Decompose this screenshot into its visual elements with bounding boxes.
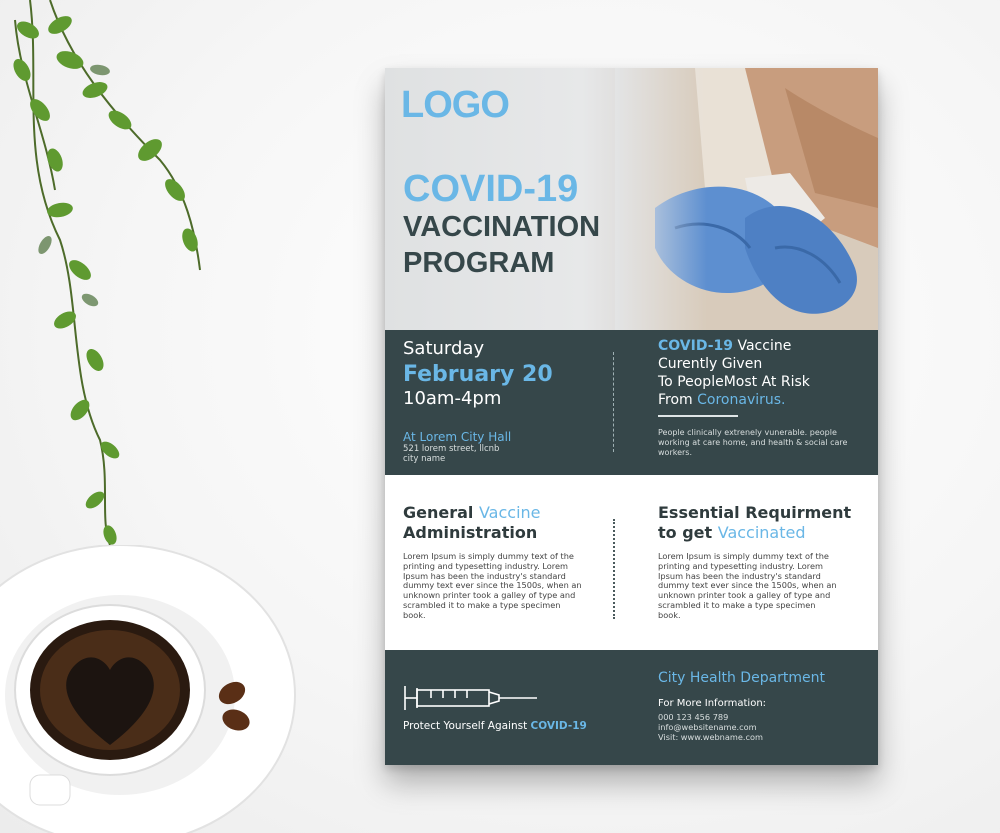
- event-time: 10am-4pm: [403, 388, 502, 409]
- address-street: 521 lorem street, llcnb: [403, 444, 500, 454]
- right-body-text: Lorem Ipsum is simply dummy text of the printing and typesetting industry. Lorem Ipsum has been the industry's standard dummy text ever since the 1500s, when an unknown printer took a galley of type and scrambled it to make a type specimen book.: [658, 551, 837, 620]
- vaccine-note: [658, 337, 810, 409]
- vaccine-note-coronavirus: Coronavirus.: [697, 392, 786, 408]
- protect-text: Protect Yourself Against: [403, 720, 531, 732]
- flyer: [385, 68, 878, 765]
- contact-info: [658, 712, 763, 742]
- contact-web: Visit: www.webname.com: [658, 732, 763, 742]
- plant-vine: [0, 0, 230, 560]
- protect-covid: COVID-19: [530, 720, 587, 732]
- contact-phone: 000 123 456 789: [658, 712, 729, 722]
- logo-text: LOGO: [401, 84, 509, 126]
- event-venue: At Lorem City Hall: [403, 430, 512, 444]
- right-heading-to-get: to get: [658, 523, 718, 542]
- vaccine-note-line3: To PeopleMost At Risk: [658, 374, 810, 390]
- vaccine-note-vaccine: Vaccine: [733, 338, 792, 354]
- right-heading-vaccinated: Vaccinated: [717, 523, 806, 542]
- title-covid: COVID-19: [403, 168, 579, 210]
- vaccine-note-rule: [658, 415, 738, 417]
- title-vaccination: VACCINATION: [403, 211, 601, 243]
- hero-section: [385, 68, 878, 330]
- event-day: Saturday: [403, 338, 485, 359]
- right-heading-line1: Essential Requirment: [658, 503, 852, 522]
- event-band: [385, 330, 878, 475]
- vaccine-note-covid: COVID-19: [658, 338, 734, 354]
- vaccine-note-from: From: [658, 392, 698, 408]
- department-name: City Health Department: [658, 670, 826, 686]
- address-city: city name: [403, 454, 446, 464]
- title-program: PROGRAM: [403, 247, 555, 279]
- right-heading: [658, 503, 851, 543]
- gloved-hands-injection-photo: [615, 68, 878, 330]
- protect-tagline: [403, 720, 587, 732]
- at-risk-people: People clinically extrenely vunerable. people working at care home, and health & social care workers.: [658, 428, 848, 457]
- contact-email: info@websitename.com: [658, 722, 757, 732]
- coffee-cup: [0, 545, 300, 833]
- left-heading: [403, 503, 541, 543]
- event-date: February 20: [403, 362, 553, 387]
- left-heading-general: General: [403, 503, 479, 522]
- more-info-label: For More Information:: [658, 698, 767, 709]
- footer-band: [385, 650, 878, 765]
- vaccine-note-line2: Curently Given: [658, 356, 763, 372]
- section-divider: [613, 519, 615, 619]
- info-section: [385, 475, 878, 650]
- syringe-icon: [403, 680, 539, 716]
- event-address: [403, 444, 499, 464]
- left-body-text: Lorem Ipsum is simply dummy text of the printing and typesetting industry. Lorem Ipsum has been the industry's standard dummy text ever since the 1500s, when an unknown printer took a galley of type and scrambled it to make a type specimen book.: [403, 551, 582, 620]
- left-heading-vaccine: Vaccine: [478, 503, 541, 522]
- band-divider: [613, 352, 614, 452]
- left-heading-administration: Administration: [403, 523, 538, 542]
